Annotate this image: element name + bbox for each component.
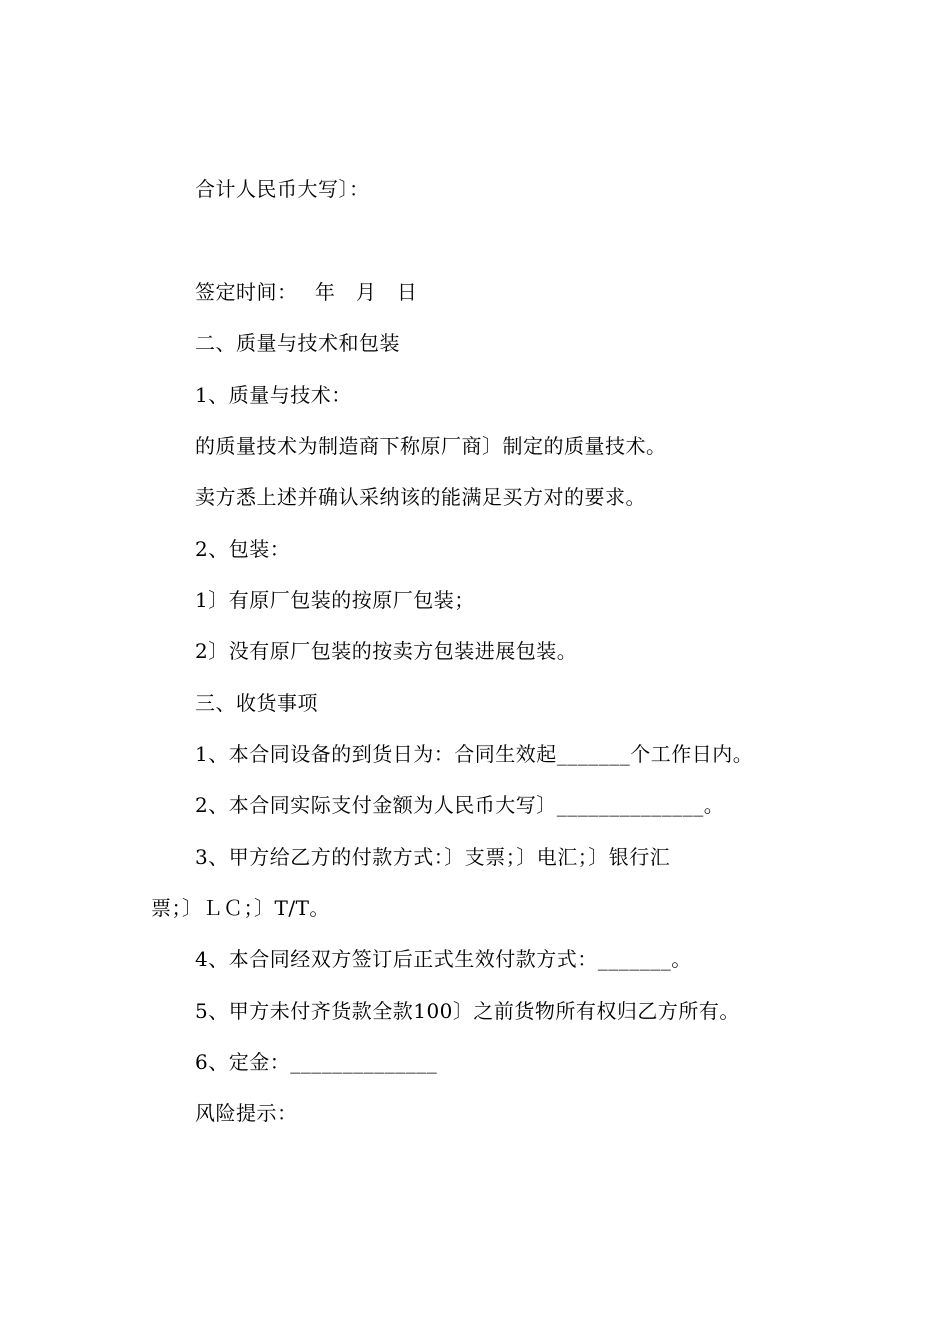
packaging-item-2: 2〕没有原厂包装的按卖方包装进展包装。 [195,639,578,663]
seller-confirm-text: 卖方悉上述并确认采纳该的能满足买方对的要求。 [195,485,646,509]
clause-quality-tech: 1、质量与技术： [195,383,352,407]
clause-delivery-date: 1、本合同设备的到货日为：合同生效起_______个工作日内。 [195,742,754,766]
clause-packaging: 2、包装： [195,537,291,561]
section-heading-receipt: 三、收货事项 [195,691,318,715]
clause-payment-amount: 2、本合同实际支付金额为人民币大写〕______________。 [195,793,725,817]
signing-date-line: 签定时间： 年 月 日 [195,280,418,304]
quality-standard-text: 的质量技术为制造商下称原厂商〕制定的质量技术。 [195,434,667,458]
section-heading-quality: 二、质量与技术和包装 [195,331,400,355]
payment-method-continued: 票；〕ＬＣ；〕T/T。 [151,896,330,920]
risk-warning-heading: 风险提示： [195,1101,298,1125]
packaging-item-1: 1〕有原厂包装的按原厂包装； [195,588,475,612]
total-rmb-line: 合计人民币大写〕： [195,177,370,201]
clause-effective: 4、本合同经双方签订后正式生效付款方式：_______。 [195,947,692,971]
clause-payment-method: 3、甲方给乙方的付款方式：〕支票；〕电汇；〕银行汇 [195,845,671,869]
clause-deposit: 6、定金：______________ [195,1050,438,1074]
clause-ownership: 5、甲方未付齐货款全款100〕之前货物所有权归乙方所有。 [195,999,740,1023]
